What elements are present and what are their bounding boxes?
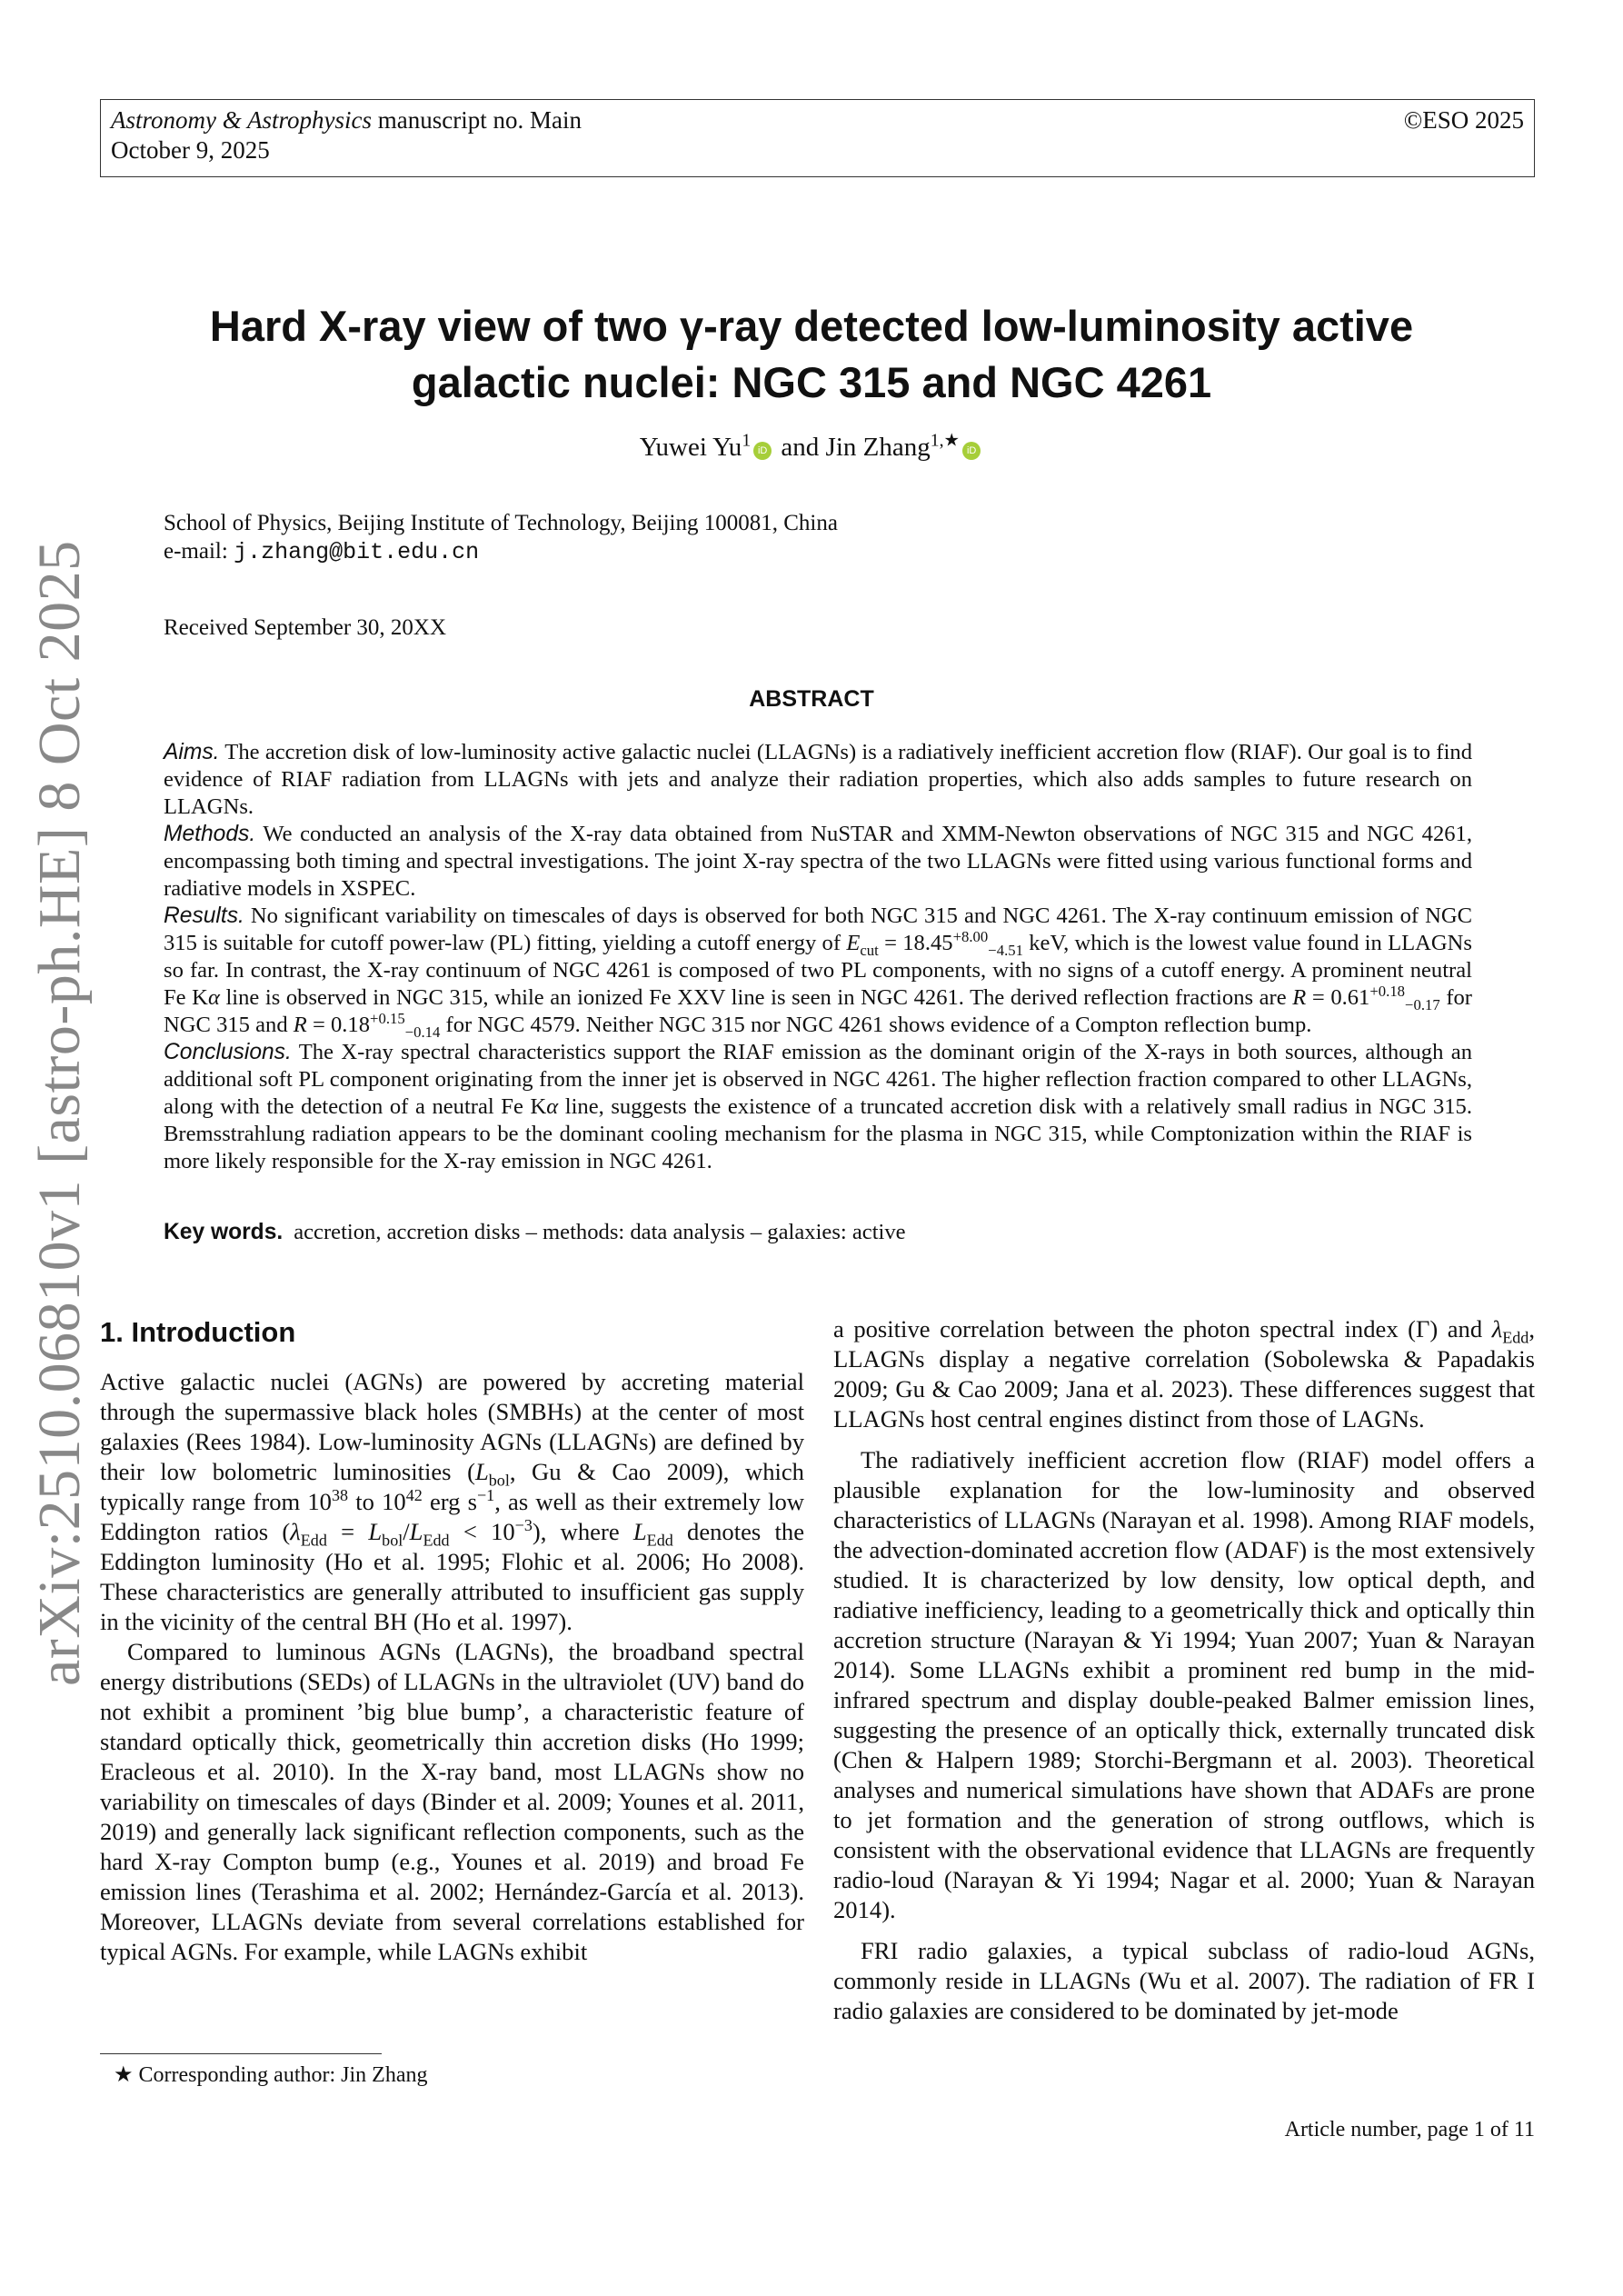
text-run: 38	[331, 1486, 349, 1505]
text-run: α	[546, 1094, 559, 1119]
section-label: Aims.	[164, 740, 220, 764]
affiliation: School of Physics, Beijing Institute of Technology, Beijing 100081, China	[164, 511, 838, 535]
author-name: Yuwei Yu	[639, 433, 742, 462]
received-date: Received September 30, 20XX	[164, 615, 447, 640]
text-run: denotes the Eddington luminosity (Ho et al. 1995; Flohic et al. 2006; Ho 2008). These characteristics are generally attributed to insufficient gas supply in the vicinity of the central BH (Ho et al. 1997).	[100, 1518, 804, 1635]
text-run: Edd	[423, 1531, 450, 1550]
section-label: Results.	[164, 903, 244, 928]
text-run: +0.18	[1369, 982, 1406, 1000]
keywords-label: Key words.	[164, 1220, 284, 1244]
footnote-divider	[100, 2053, 382, 2054]
orcid-icon[interactable]: iD	[962, 442, 981, 460]
text-run: L	[474, 1458, 489, 1485]
text-run: 42	[405, 1486, 423, 1505]
text-run: No significant variability on timescales of days is observed for both NGC 315 and NGC 4261. The X-ray continuum emission of NGC 315 is suitable for cutoff power-law (PL) fitting, yielding a cutoff energy of	[164, 903, 1472, 955]
left-column	[100, 1314, 804, 1967]
text-run: line is observed in NGC 315, while an ionized Fe XXV line is seen in NGC 4261. The derived reflection fractions are	[219, 985, 1293, 1010]
text-run: ), where	[532, 1518, 633, 1545]
abstract-heading: ABSTRACT	[749, 686, 874, 712]
header-date: October 9, 2025	[111, 136, 270, 164]
text-run: , as well as their extremely low Eddington ratios (	[100, 1488, 805, 1545]
text-run: α	[207, 985, 220, 1010]
text-run: L	[409, 1518, 423, 1545]
text-run: , Gu & Cao 2009), which typically range from 10	[100, 1458, 804, 1515]
author-name: Jin Zhang	[825, 433, 931, 462]
text-run: Edd	[1502, 1328, 1529, 1347]
section-heading: 1. Introduction	[100, 1316, 296, 1348]
paragraph	[100, 1367, 804, 1637]
text-run: Active galactic nuclei (AGNs) are powered by accreting material through the supermassive black holes (SMBHs) at the center of most galaxies (Rees 1984). Low-luminosity AGNs (LLAGNs) are defined by their low bolometric luminosities (	[100, 1368, 804, 1485]
abstract-aims	[164, 739, 1472, 821]
manuscript-label: manuscript no. Main	[372, 106, 582, 134]
text-run: −3	[514, 1516, 533, 1535]
keywords	[164, 1220, 906, 1245]
text-run: erg s	[422, 1488, 477, 1515]
paragraph	[833, 1314, 1535, 1434]
email-link[interactable]: j.zhang@bit.edu.cn	[234, 539, 480, 565]
keywords-text: accretion, accretion disks – methods: data analysis – galaxies: active	[294, 1220, 906, 1244]
abstract	[164, 739, 1472, 1175]
abstract-methods	[164, 821, 1472, 903]
text-run: −0.14	[404, 1023, 441, 1041]
page-number: Article number, page 1 of 11	[1284, 2118, 1535, 2141]
text-run: to 10	[348, 1488, 406, 1515]
text-run: λ	[1491, 1315, 1503, 1343]
text-run: < 10	[449, 1518, 515, 1545]
text-run: keV, which is the lowest value found in LLAGNs so far. In contrast, the X-ray continuum of NGC 4261 is composed of two PL components, with no signs of a cutoff energy. A prominent neutral Fe K	[164, 931, 1472, 1010]
text-run: R	[293, 1013, 307, 1037]
right-column	[833, 1314, 1535, 2026]
text-run: FRI radio galaxies, a typical subclass of radio-loud AGNs, commonly reside in LLAGNs (Wu et al. 2007). The radiation of FR I radio galaxies are considered to be dominated by jet-mode	[833, 1937, 1535, 2024]
text-run: E	[846, 931, 861, 955]
text-run: =	[326, 1518, 369, 1545]
author-list	[0, 430, 1623, 463]
text-run: L	[368, 1518, 383, 1545]
abstract-conclusions	[164, 1039, 1472, 1175]
arxiv-stamp[interactable]: arXiv:2510.06810v1 [astro-ph.HE] 8 Oct 2025	[26, 540, 93, 1686]
text-run: cut	[860, 941, 879, 959]
text-run: Compared to luminous AGNs (LAGNs), the broadband spectral energy distributions (SEDs) of LLAGNs in the ultraviolet (UV) band do not exhibit a prominent ’big blue bump’, a characteristic feature of standard optically thick, geometrically thin accretion disks (Ho 1999; Eracleous et al. 2010). In the X-ray band, most LLAGNs show no variability on timescales of days (Binder et al. 2009; Younes et al. 2011, 2019) and generally lack significant reflection components, such as the hard X-ray Compton bump (e.g., Younes et al. 2019) and broad Fe emission lines (Terashima et al. 2002; Hernández-García et al. 2013). Moreover, LLAGNs deviate from several correlations established for typical AGNs. For example, while LAGNs exhibit	[100, 1638, 804, 1965]
text-run: bol	[488, 1471, 510, 1490]
text-run: Edd	[300, 1531, 327, 1550]
email-label: e-mail:	[164, 539, 234, 564]
footnote: ★ Corresponding author: Jin Zhang	[114, 2063, 428, 2087]
running-header	[100, 99, 1535, 177]
text-run: = 18.45	[878, 931, 953, 955]
text-run: λ	[290, 1518, 301, 1545]
text-run: We conducted an analysis of the X-ray data obtained from NuSTAR and XMM-Newton observations of NGC 315 and NGC 4261, encompassing both timing and spectral investigations. The joint X-ray spectra of the two LLAGNs were fitted using various functional forms and radiative models in XSPEC.	[164, 822, 1472, 901]
text-run: −0.17	[1405, 995, 1440, 1013]
text-run: +8.00	[952, 927, 989, 945]
text-run: = 0.18	[306, 1013, 371, 1037]
paragraph	[100, 1637, 804, 1967]
section-label: Conclusions.	[164, 1040, 292, 1064]
paragraph	[833, 1445, 1535, 1925]
text-run: bol	[382, 1531, 403, 1550]
text-run: R	[1292, 985, 1307, 1010]
text-run: /	[403, 1518, 410, 1545]
email-line	[164, 538, 479, 566]
text-run: line, suggests the existence of a truncated accretion disk with a relatively small radius in NGC 315. Bremsstrahlung radiation appears to be the dominant cooling mechanism for the plasma in NGC 315, while Comptonization within the RIAF is more likely responsible for the X-ray emission in NGC 4261.	[164, 1094, 1472, 1173]
orcid-icon[interactable]: iD	[753, 442, 772, 460]
text-run: , LLAGNs display a negative correlation (Sobolewska & Papadakis 2009; Gu & Cao 2009; Jana et al. 2023). These differences suggest that LLAGNs host central engines distinct from those of LAGNs.	[833, 1315, 1535, 1433]
text-run: The radiatively inefficient accretion flow (RIAF) model offers a plausible explanation for the low-luminosity and observed characteristics of LLAGNs (Narayan et al. 1998). Among RIAF models, the advection-dominated accretion flow (ADAF) is the most extensively studied. It is characterized by low density, low optical depth, and radiative inefficiency, leading to a geometrically thick and optically thin accretion structure (Narayan & Yi 1994; Yuan 2007; Yuan & Narayan 2014). Some LLAGNs exhibit a prominent red bump in the mid-infrared spectrum and display double-peaked Balmer emission lines, suggesting the presence of an optically thick, externally truncated disk (Chen & Halpern 1989; Storchi-Bergmann et al. 2003). Theoretical analyses and numerical simulations have shown that ADAFs are prone to jet formation and the generation of strong outflows, which is consistent with the observational evidence that LLAGNs are frequently radio-loud (Narayan & Yi 1994; Nagar et al. 2000; Yuan & Narayan 2014).	[833, 1446, 1535, 1923]
text-run: L	[632, 1518, 647, 1545]
section-label: Methods.	[164, 822, 256, 846]
journal-name: Astronomy & Astrophysics	[111, 106, 372, 134]
paper-title: Hard X-ray view of two γ-ray detected low-luminosity active galactic nuclei: NGC 315 and NGC 4261	[209, 302, 1414, 406]
text-run: for NGC 4579. Neither NGC 315 nor NGC 4261 shows evidence of a Compton reflection bump.	[440, 1013, 1312, 1037]
text-run: a positive correlation between the photon spectral index (Γ) and	[833, 1315, 1492, 1343]
affiliation-mark: 1,★	[930, 430, 961, 451]
paragraph	[833, 1936, 1535, 2026]
text-run: for NGC 315 and	[164, 985, 1472, 1037]
abstract-results	[164, 903, 1472, 1039]
copyright: ©ESO 2025	[1403, 106, 1524, 134]
text-run: +0.15	[370, 1009, 405, 1027]
and-text: and	[774, 433, 826, 462]
text-run: The X-ray spectral characteristics support the RIAF emission as the dominant origin of the X-rays in both sources, although an additional soft PL component originating from the inner jet is observed in NGC 4261. The higher reflection fraction compared to other LLAGNs, along with the detection of a neutral Fe K	[164, 1040, 1472, 1119]
text-run: = 0.61	[1306, 985, 1370, 1010]
text-run: −4.51	[988, 941, 1023, 959]
text-run: −1	[476, 1486, 495, 1505]
text-run: The accretion disk of low-luminosity active galactic nuclei (LLAGNs) is a radiatively inefficient accretion flow (RIAF). Our goal is to find evidence of RIAF radiation from LLAGNs with jets and analyze their radiation properties, which also adds samples to future research on LLAGNs.	[164, 740, 1472, 819]
affiliation-mark: 1	[742, 430, 752, 451]
text-run: Edd	[646, 1531, 673, 1550]
